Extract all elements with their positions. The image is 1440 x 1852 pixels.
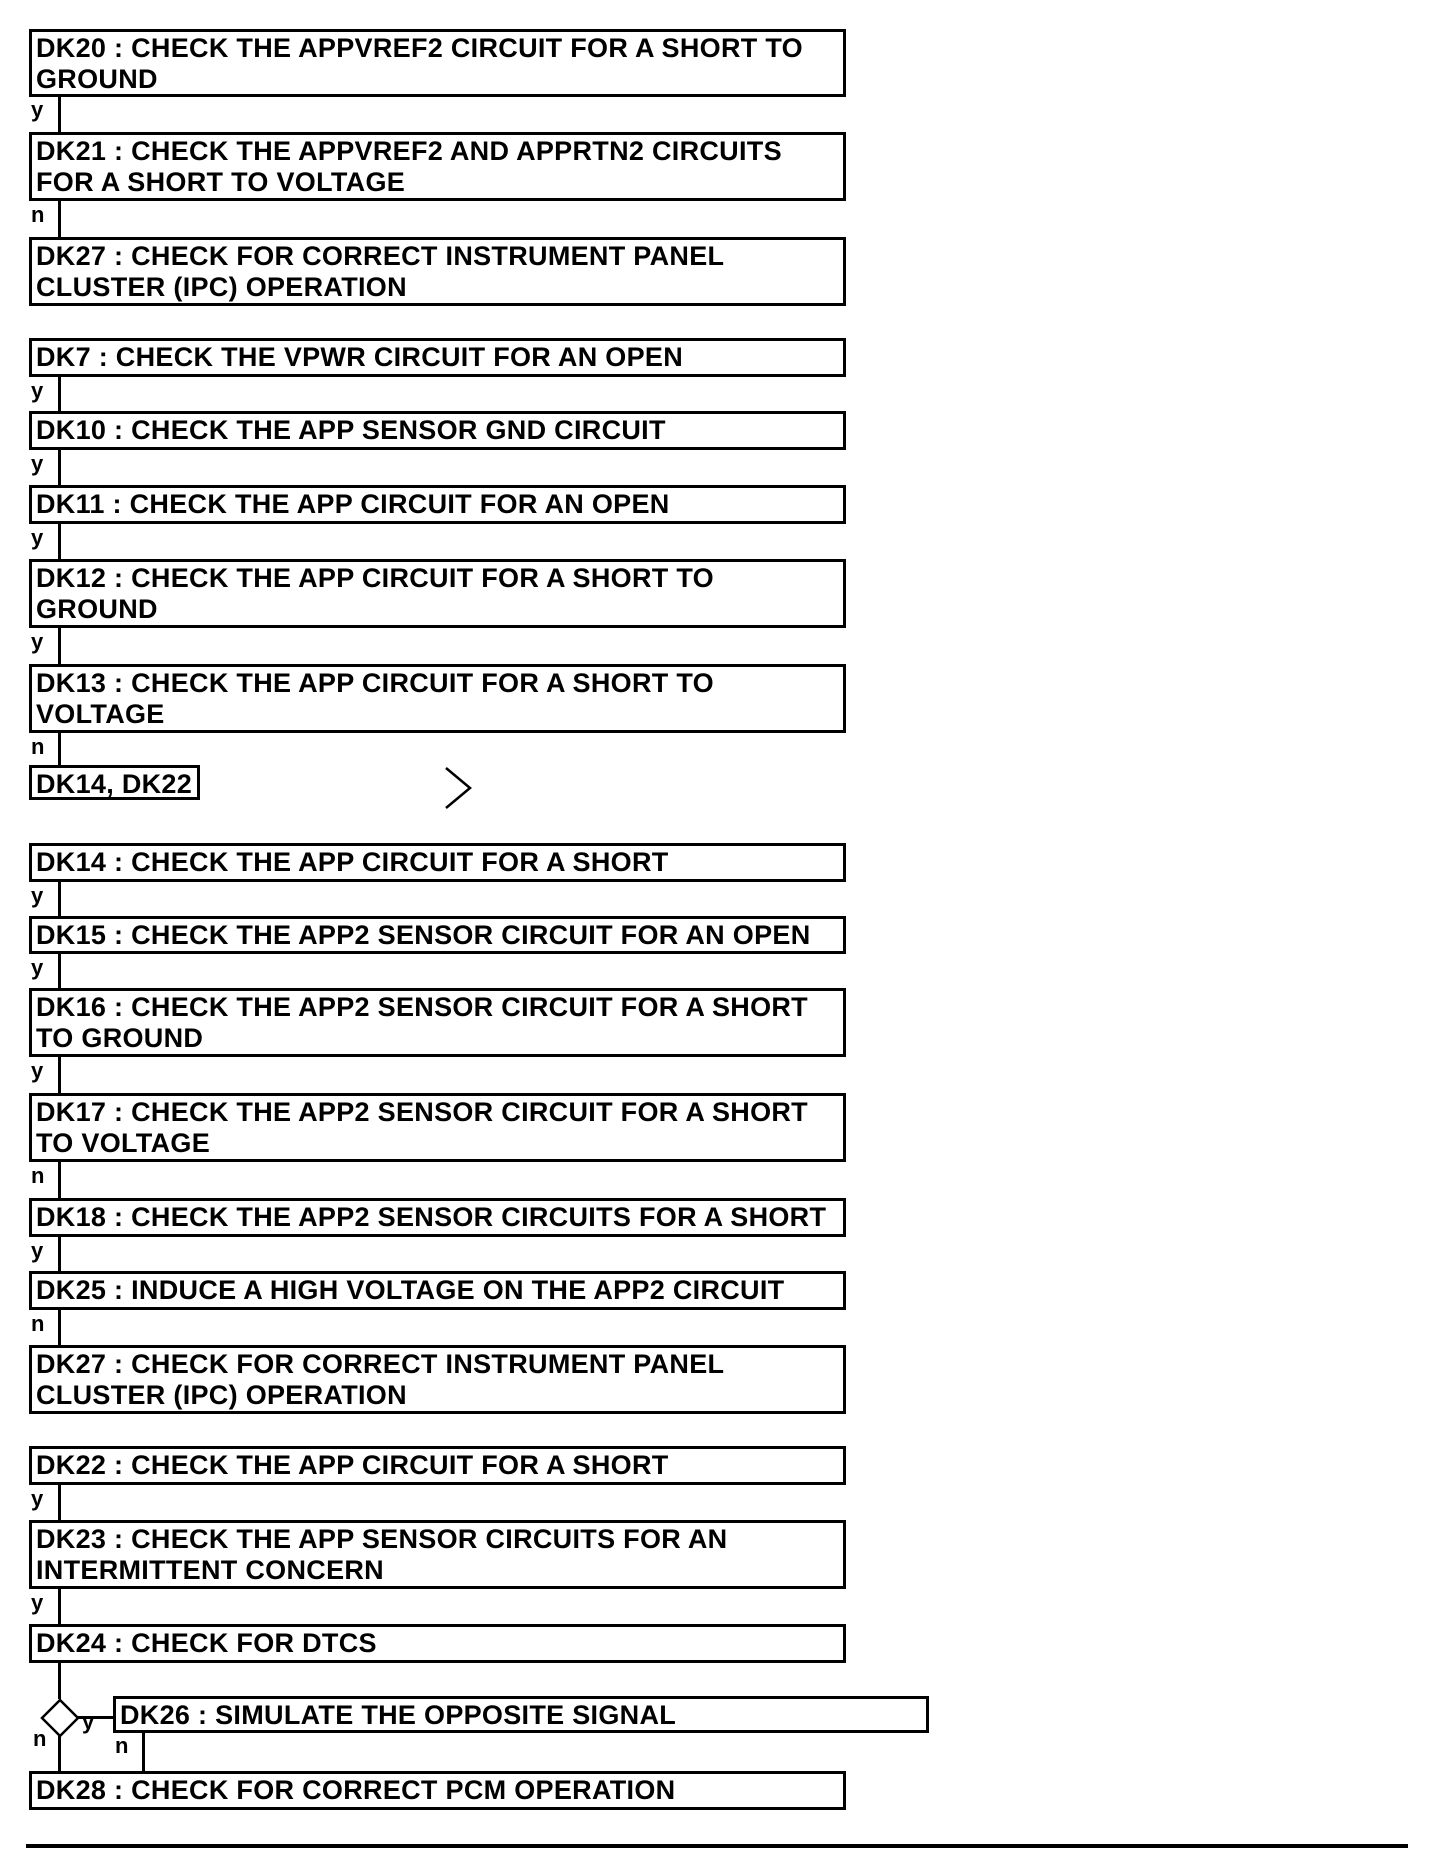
no-label: n: [31, 734, 45, 759]
step-dk13: DK13 : CHECK THE APP CIRCUIT FOR A SHORT TO VOLTAGE: [29, 664, 846, 733]
connector-line: [58, 1310, 61, 1345]
step-dk10: DK10 : CHECK THE APP SENSOR GND CIRCUIT: [29, 411, 846, 450]
step-dk12: DK12 : CHECK THE APP CIRCUIT FOR A SHORT TO GROUND: [29, 559, 846, 628]
yes-label: y: [31, 1058, 44, 1083]
step-dk20: DK20 : CHECK THE APPVREF2 CIRCUIT FOR A SHORT TO GROUND: [29, 29, 846, 97]
connector-line: [58, 524, 61, 559]
no-label: n: [31, 1311, 45, 1336]
step-dk7: DK7 : CHECK THE VPWR CIRCUIT FOR AN OPEN: [29, 338, 846, 377]
yes-label: y: [31, 1486, 44, 1511]
step-dk18: DK18 : CHECK THE APP2 SENSOR CIRCUITS FOR A SHORT: [29, 1198, 846, 1237]
yes-label: y: [31, 955, 44, 980]
no-label: n: [31, 202, 45, 227]
connector-line: [58, 882, 61, 916]
bottom-divider: [26, 1844, 1408, 1848]
no-label: n: [33, 1726, 47, 1751]
step-dk25: DK25 : INDUCE A HIGH VOLTAGE ON THE APP2 CIRCUIT: [29, 1271, 846, 1310]
step-dk14: DK14 : CHECK THE APP CIRCUIT FOR A SHORT: [29, 843, 846, 882]
chevron-right-icon[interactable]: [442, 765, 476, 811]
no-label: n: [31, 1163, 45, 1188]
connector-line: [58, 954, 61, 988]
step-dk11: DK11 : CHECK THE APP CIRCUIT FOR AN OPEN: [29, 485, 846, 524]
connector-line: [58, 1057, 61, 1093]
no-label: n: [115, 1733, 129, 1758]
yes-label: y: [31, 1238, 44, 1263]
yes-label: y: [31, 883, 44, 908]
step-dk16: DK16 : CHECK THE APP2 SENSOR CIRCUIT FOR A SHORT TO GROUND: [29, 988, 846, 1057]
connector-line: [58, 377, 61, 411]
step-dk17: DK17 : CHECK THE APP2 SENSOR CIRCUIT FOR A SHORT TO VOLTAGE: [29, 1093, 846, 1162]
yes-label: y: [31, 1590, 44, 1615]
connector-line: [58, 201, 61, 237]
yes-label: y: [82, 1709, 95, 1734]
connector-line: [58, 1663, 61, 1699]
connector-line: [58, 1589, 61, 1624]
yes-label: y: [31, 629, 44, 654]
connector-line: [58, 1237, 61, 1271]
step-dk21: DK21 : CHECK THE APPVREF2 AND APPRTN2 CIRCUITS FOR A SHORT TO VOLTAGE: [29, 132, 846, 201]
step-dk26: DK26 : SIMULATE THE OPPOSITE SIGNAL: [113, 1696, 929, 1733]
step-dk23: DK23 : CHECK THE APP SENSOR CIRCUITS FOR AN INTERMITTENT CONCERN: [29, 1520, 846, 1589]
connector-line: [142, 1733, 145, 1771]
step-dk27-ipc: DK27 : CHECK FOR CORRECT INSTRUMENT PANEL CLUSTER (IPC) OPERATION: [29, 1345, 846, 1414]
yes-label: y: [31, 525, 44, 550]
connector-line: [58, 733, 61, 768]
step-dk15: DK15 : CHECK THE APP2 SENSOR CIRCUIT FOR AN OPEN: [29, 916, 846, 954]
yes-label: y: [31, 378, 44, 403]
connector-line: [58, 1485, 61, 1520]
connector-line: [58, 1162, 61, 1198]
step-dk28: DK28 : CHECK FOR CORRECT PCM OPERATION: [29, 1771, 846, 1810]
step-dk24: DK24 : CHECK FOR DTCS: [29, 1624, 846, 1663]
connector-line: [58, 97, 61, 132]
connector-line: [58, 628, 61, 664]
connector-line: [58, 1736, 61, 1771]
yes-label: y: [31, 97, 44, 122]
step-dk22: DK22 : CHECK THE APP CIRCUIT FOR A SHORT: [29, 1446, 846, 1485]
branch-box-dk14-dk22[interactable]: DK14, DK22: [29, 765, 200, 800]
connector-line: [58, 450, 61, 485]
step-dk27: DK27 : CHECK FOR CORRECT INSTRUMENT PANEL CLUSTER (IPC) OPERATION: [29, 237, 846, 306]
yes-label: y: [31, 451, 44, 476]
